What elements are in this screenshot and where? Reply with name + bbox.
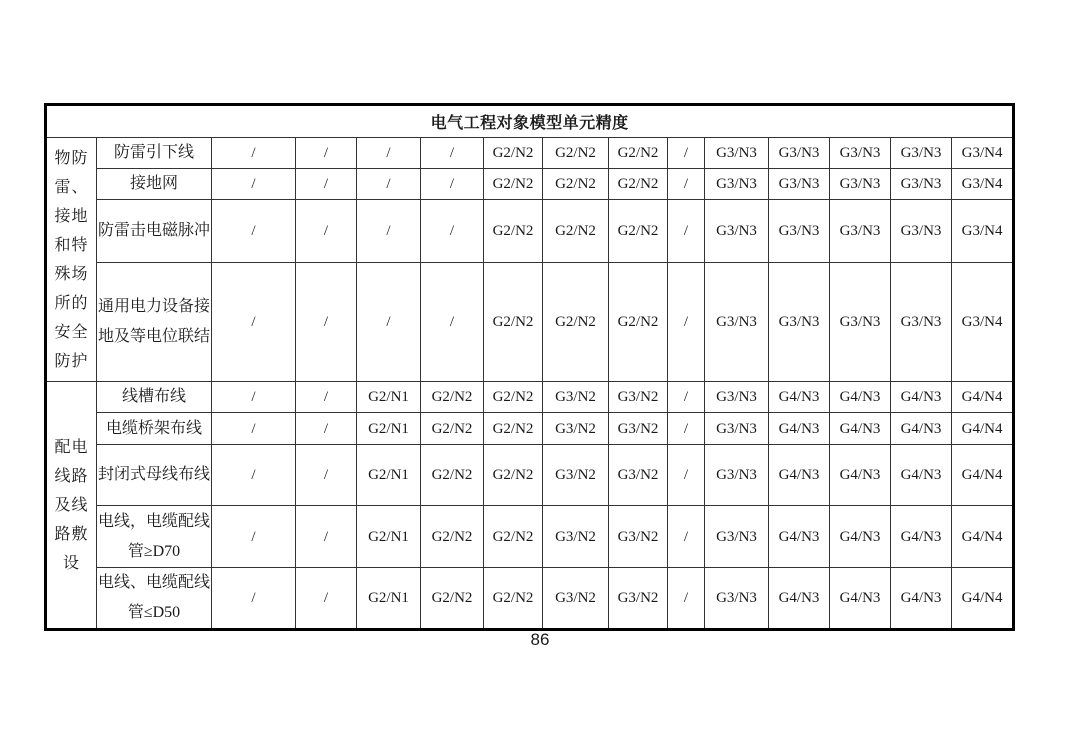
- value-cell: G2/N2: [421, 413, 484, 445]
- value-cell: G3/N3: [891, 169, 952, 200]
- value-cell: G4/N3: [891, 445, 952, 506]
- value-cell: G4/N3: [769, 445, 830, 506]
- value-cell: /: [296, 445, 357, 506]
- value-cell: /: [668, 200, 705, 263]
- value-cell: G2/N1: [357, 382, 421, 413]
- value-cell: G2/N2: [484, 138, 543, 169]
- value-cell: /: [357, 200, 421, 263]
- value-cell: G3/N3: [830, 263, 891, 382]
- value-cell: G3/N2: [609, 568, 668, 630]
- value-cell: G2/N2: [609, 138, 668, 169]
- value-cell: /: [296, 263, 357, 382]
- row-label: 封闭式母线布线: [97, 445, 212, 506]
- value-cell: G2/N2: [543, 200, 609, 263]
- row-label: 电缆桥架布线: [97, 413, 212, 445]
- value-cell: /: [668, 382, 705, 413]
- value-cell: /: [668, 445, 705, 506]
- value-cell: G3/N4: [952, 169, 1014, 200]
- value-cell: G4/N3: [769, 506, 830, 568]
- value-cell: G3/N3: [705, 200, 769, 263]
- value-cell: G3/N4: [952, 263, 1014, 382]
- value-cell: G3/N2: [543, 382, 609, 413]
- row-label: 电线，电缆配线管≥D70: [97, 506, 212, 568]
- table-row: [46, 200, 1014, 263]
- value-cell: G2/N2: [609, 263, 668, 382]
- value-cell: G3/N2: [543, 568, 609, 630]
- value-cell: /: [212, 138, 296, 169]
- precision-table-body: [46, 138, 1014, 630]
- value-cell: /: [296, 382, 357, 413]
- value-cell: /: [212, 263, 296, 382]
- value-cell: /: [421, 200, 484, 263]
- value-cell: G3/N3: [769, 138, 830, 169]
- value-cell: G3/N3: [769, 263, 830, 382]
- table-row: [46, 169, 1014, 200]
- value-cell: G2/N2: [484, 200, 543, 263]
- value-cell: G4/N4: [952, 445, 1014, 506]
- value-cell: /: [212, 200, 296, 263]
- value-cell: /: [668, 506, 705, 568]
- table-header-row: [46, 105, 1014, 138]
- table-row: [46, 263, 1014, 382]
- value-cell: G2/N2: [543, 169, 609, 200]
- value-cell: /: [296, 169, 357, 200]
- value-cell: G3/N3: [830, 169, 891, 200]
- value-cell: G2/N2: [543, 263, 609, 382]
- value-cell: G3/N3: [891, 200, 952, 263]
- value-cell: G3/N3: [705, 138, 769, 169]
- value-cell: G2/N2: [484, 169, 543, 200]
- value-cell: G2/N2: [484, 445, 543, 506]
- value-cell: G3/N3: [769, 169, 830, 200]
- value-cell: /: [668, 568, 705, 630]
- value-cell: G2/N1: [357, 568, 421, 630]
- value-cell: G4/N3: [769, 413, 830, 445]
- value-cell: G2/N2: [484, 506, 543, 568]
- value-cell: G3/N2: [609, 445, 668, 506]
- group-label: 物防雷、接地和特殊场所的安全防护: [46, 138, 97, 382]
- value-cell: G2/N2: [484, 413, 543, 445]
- table-title: 电气工程对象模型单元精度: [46, 105, 1014, 138]
- value-cell: G2/N2: [421, 568, 484, 630]
- value-cell: /: [212, 382, 296, 413]
- value-cell: G3/N3: [705, 506, 769, 568]
- value-cell: G3/N3: [705, 169, 769, 200]
- value-cell: G2/N2: [421, 382, 484, 413]
- row-label: 线槽布线: [97, 382, 212, 413]
- value-cell: G4/N3: [830, 413, 891, 445]
- table-row: [46, 413, 1014, 445]
- value-cell: G4/N3: [891, 568, 952, 630]
- value-cell: G3/N3: [705, 413, 769, 445]
- value-cell: /: [668, 263, 705, 382]
- value-cell: G4/N3: [891, 382, 952, 413]
- value-cell: /: [668, 169, 705, 200]
- value-cell: G2/N2: [484, 382, 543, 413]
- value-cell: G4/N3: [830, 568, 891, 630]
- value-cell: G4/N3: [830, 382, 891, 413]
- row-label: 防雷引下线: [97, 138, 212, 169]
- value-cell: G3/N4: [952, 138, 1014, 169]
- value-cell: /: [357, 169, 421, 200]
- value-cell: G4/N4: [952, 382, 1014, 413]
- value-cell: /: [421, 169, 484, 200]
- group-label: 配电线路及线路敷设: [46, 382, 97, 630]
- value-cell: /: [212, 445, 296, 506]
- value-cell: /: [212, 568, 296, 630]
- value-cell: G4/N4: [952, 413, 1014, 445]
- value-cell: G4/N3: [769, 568, 830, 630]
- row-label: 通用电力设备接地及等电位联结: [97, 263, 212, 382]
- table-row: [46, 445, 1014, 506]
- value-cell: G3/N2: [543, 413, 609, 445]
- value-cell: G4/N3: [891, 506, 952, 568]
- value-cell: G2/N2: [609, 200, 668, 263]
- value-cell: G3/N2: [609, 506, 668, 568]
- row-label: 电线、电缆配线管≤D50: [97, 568, 212, 630]
- value-cell: G3/N3: [705, 263, 769, 382]
- row-label: 防雷击电磁脉冲: [97, 200, 212, 263]
- row-label: 接地网: [97, 169, 212, 200]
- value-cell: G2/N1: [357, 413, 421, 445]
- value-cell: G4/N3: [830, 445, 891, 506]
- value-cell: G3/N3: [891, 138, 952, 169]
- value-cell: G2/N2: [484, 263, 543, 382]
- value-cell: G3/N3: [830, 138, 891, 169]
- value-cell: G4/N3: [891, 413, 952, 445]
- table-row: [46, 568, 1014, 630]
- value-cell: G2/N2: [543, 138, 609, 169]
- value-cell: G2/N2: [484, 568, 543, 630]
- value-cell: /: [212, 413, 296, 445]
- value-cell: /: [357, 263, 421, 382]
- value-cell: G4/N3: [830, 506, 891, 568]
- value-cell: G4/N3: [769, 382, 830, 413]
- value-cell: G3/N3: [891, 263, 952, 382]
- table-row: [46, 382, 1014, 413]
- value-cell: G3/N3: [769, 200, 830, 263]
- precision-table: [44, 103, 1015, 631]
- value-cell: G3/N3: [705, 445, 769, 506]
- page-number: 86: [530, 630, 550, 649]
- value-cell: /: [296, 506, 357, 568]
- value-cell: /: [296, 138, 357, 169]
- value-cell: G3/N2: [543, 445, 609, 506]
- value-cell: /: [212, 506, 296, 568]
- value-cell: G3/N2: [543, 506, 609, 568]
- value-cell: G2/N2: [421, 506, 484, 568]
- value-cell: /: [357, 138, 421, 169]
- value-cell: /: [668, 138, 705, 169]
- value-cell: /: [668, 413, 705, 445]
- value-cell: G3/N3: [705, 568, 769, 630]
- value-cell: /: [296, 413, 357, 445]
- value-cell: G3/N3: [705, 382, 769, 413]
- table-row: [46, 506, 1014, 568]
- value-cell: G3/N2: [609, 382, 668, 413]
- value-cell: /: [421, 263, 484, 382]
- value-cell: /: [296, 200, 357, 263]
- value-cell: G3/N4: [952, 200, 1014, 263]
- value-cell: G2/N2: [609, 169, 668, 200]
- value-cell: G2/N2: [421, 445, 484, 506]
- value-cell: G2/N1: [357, 506, 421, 568]
- value-cell: /: [421, 138, 484, 169]
- value-cell: G2/N1: [357, 445, 421, 506]
- value-cell: /: [212, 169, 296, 200]
- table-row: [46, 138, 1014, 169]
- value-cell: G3/N3: [830, 200, 891, 263]
- value-cell: G4/N4: [952, 506, 1014, 568]
- value-cell: /: [296, 568, 357, 630]
- value-cell: G3/N2: [609, 413, 668, 445]
- value-cell: G4/N4: [952, 568, 1014, 630]
